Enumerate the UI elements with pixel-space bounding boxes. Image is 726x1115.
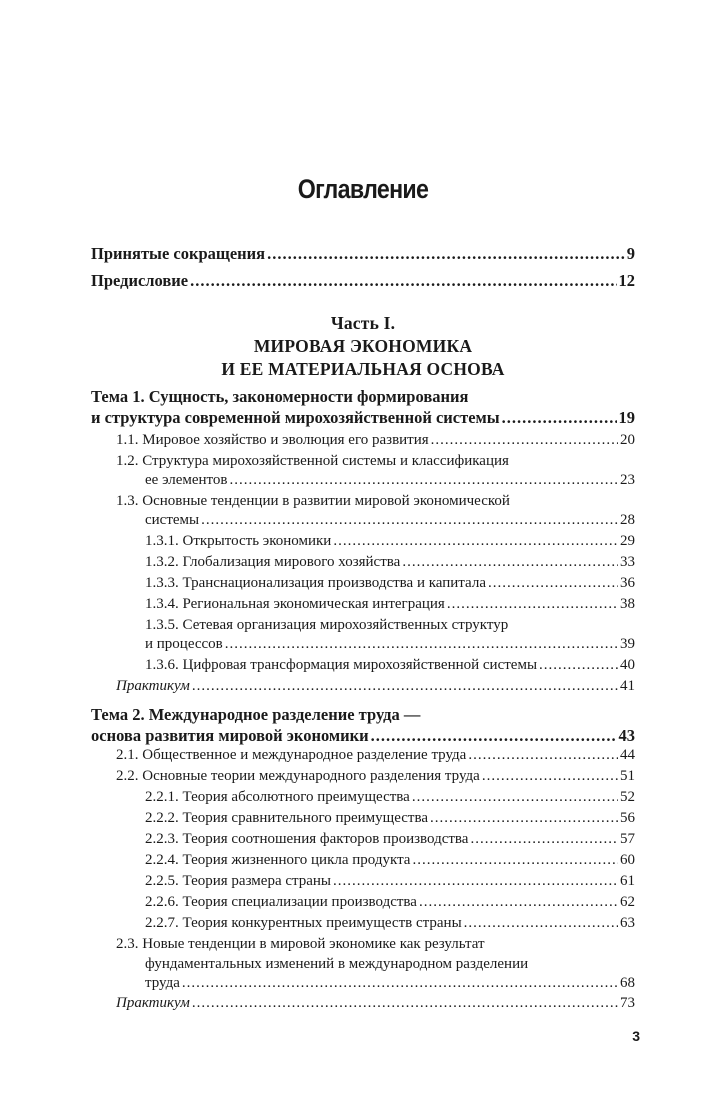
entry-label: 2.2.5. Теория размера страны bbox=[145, 873, 332, 889]
toc-entry-2-2-3[interactable] bbox=[145, 831, 635, 848]
entry-page: 60 bbox=[620, 852, 635, 868]
toc-entry-1-3-6[interactable] bbox=[145, 657, 635, 674]
entry-page: 43 bbox=[618, 726, 635, 745]
entry-label: и процессов bbox=[145, 636, 223, 652]
entry-page: 62 bbox=[620, 894, 635, 910]
toc-entry-abbreviations[interactable] bbox=[91, 244, 635, 264]
toc-entry-1-3-3[interactable] bbox=[145, 575, 635, 592]
entry-page: 61 bbox=[620, 873, 635, 889]
entry-label: 1.3.6. Цифровая трансформация мирохозяйственной системы bbox=[145, 657, 538, 673]
part-title-line1: МИРОВАЯ ЭКОНОМИКА bbox=[253, 336, 473, 356]
entry-label: 2.2. Основные теории международного разделения труда bbox=[116, 768, 480, 784]
leader-dots bbox=[267, 244, 625, 264]
toc-entry-2-2[interactable] bbox=[116, 768, 635, 785]
toc-entry-2-2-7[interactable] bbox=[145, 915, 635, 932]
entry-label: 2.2.6. Теория специализации производства bbox=[145, 894, 417, 910]
entry-label: 1.3.2. Глобализация мирового хозяйства bbox=[145, 554, 401, 570]
toc-entry-1-3-2[interactable] bbox=[145, 554, 635, 571]
entry-label: ее элементов bbox=[145, 472, 228, 488]
entry-page: 68 bbox=[620, 975, 635, 991]
leader-dots bbox=[201, 512, 618, 529]
toc-entry-2-2-6[interactable] bbox=[145, 894, 635, 911]
leader-dots bbox=[468, 747, 618, 764]
toc-entry-1-2[interactable] bbox=[145, 472, 635, 489]
leader-dots bbox=[430, 810, 618, 827]
entry-label: 2.2.4. Теория жизненного цикла продукта bbox=[145, 852, 411, 868]
leader-dots bbox=[333, 873, 618, 890]
entry-page: 41 bbox=[620, 678, 635, 694]
entry-page: 39 bbox=[620, 636, 635, 652]
leader-dots bbox=[419, 894, 618, 911]
toc-entry-2-2-2[interactable] bbox=[145, 810, 635, 827]
leader-dots bbox=[431, 432, 618, 449]
leader-dots bbox=[192, 995, 618, 1012]
entry-page: 20 bbox=[620, 432, 635, 448]
toc-entry-1-3-5-line1[interactable]: 1.3.5. Сетевая организация мирохозяйственных структур bbox=[145, 617, 509, 633]
entry-page: 57 bbox=[620, 831, 635, 847]
toc-entry-practicum-2[interactable] bbox=[116, 995, 635, 1012]
toc-entry-practicum-1[interactable] bbox=[116, 678, 635, 695]
toc-entry-1-3-4[interactable] bbox=[145, 596, 635, 613]
entry-page: 29 bbox=[620, 533, 635, 549]
entry-label: 2.1. Общественное и международное разделение труда bbox=[116, 747, 467, 763]
entry-page: 73 bbox=[620, 995, 635, 1011]
entry-page: 28 bbox=[620, 512, 635, 528]
toc-entry-2-2-1[interactable] bbox=[145, 789, 635, 806]
entry-page: 56 bbox=[620, 810, 635, 826]
entry-page: 63 bbox=[620, 915, 635, 931]
toc-entry-2-3-line1[interactable]: 2.3. Новые тенденции в мировой экономике как результат bbox=[116, 936, 485, 952]
leader-dots bbox=[482, 768, 618, 785]
topic2-title-line1[interactable]: Тема 2. Международное разделение труда — bbox=[91, 705, 421, 724]
leader-dots bbox=[333, 533, 618, 550]
toc-entry-1-3-1[interactable] bbox=[145, 533, 635, 550]
entry-label: Практикум bbox=[116, 995, 190, 1011]
leader-dots bbox=[192, 678, 618, 695]
leader-dots bbox=[412, 852, 618, 869]
leader-dots bbox=[447, 596, 618, 613]
entry-label: 2.2.3. Теория соотношения факторов производства bbox=[145, 831, 469, 847]
toc-entry-topic2[interactable] bbox=[91, 726, 635, 746]
toc-entry-2-3[interactable] bbox=[145, 975, 635, 992]
entry-page: 40 bbox=[620, 657, 635, 673]
entry-page: 36 bbox=[620, 575, 635, 591]
leader-dots bbox=[402, 554, 618, 571]
toc-entry-2-2-5[interactable] bbox=[145, 873, 635, 890]
entry-label: 2.2.7. Теория конкурентных преимуществ страны bbox=[145, 915, 462, 931]
toc-entry-1-1[interactable] bbox=[116, 432, 635, 449]
toc-entry-1-3-line1[interactable]: 1.3. Основные тенденции в развитии мировой экономической bbox=[116, 493, 510, 509]
page-number: 3 bbox=[632, 1028, 640, 1044]
leader-dots bbox=[464, 915, 618, 932]
entry-label: Принятые сокращения bbox=[91, 244, 266, 263]
entry-label: 1.3.1. Открытость экономики bbox=[145, 533, 332, 549]
topic1-title-line1[interactable]: Тема 1. Сущность, закономерности формирования bbox=[91, 387, 469, 406]
toc-entry-2-3-line2[interactable]: фундаментальных изменений в международном разделении bbox=[145, 956, 529, 972]
toc-entry-2-2-4[interactable] bbox=[145, 852, 635, 869]
entry-page: 52 bbox=[620, 789, 635, 805]
entry-label: 1.3.3. Транснационализация производства и капитала bbox=[145, 575, 486, 591]
toc-entry-preface[interactable] bbox=[91, 271, 635, 291]
entry-label: Предисловие bbox=[91, 271, 189, 290]
entry-page: 9 bbox=[626, 244, 635, 263]
leader-dots bbox=[182, 975, 618, 992]
leader-dots bbox=[225, 636, 618, 653]
toc-entry-2-1[interactable] bbox=[116, 747, 635, 764]
entry-label: 1.1. Мировое хозяйство и эволюция его развития bbox=[116, 432, 429, 448]
entry-label: 2.2.2. Теория сравнительного преимущества bbox=[145, 810, 429, 826]
page-title: Оглавление bbox=[297, 174, 429, 204]
toc-entry-topic1[interactable] bbox=[91, 408, 635, 428]
leader-dots bbox=[230, 472, 619, 489]
entry-page: 23 bbox=[620, 472, 635, 488]
toc-entry-1-3[interactable] bbox=[145, 512, 635, 529]
entry-page: 33 bbox=[620, 554, 635, 570]
entry-label: труда bbox=[145, 975, 180, 991]
leader-dots bbox=[412, 789, 618, 806]
leader-dots bbox=[470, 831, 618, 848]
leader-dots bbox=[539, 657, 618, 674]
entry-page: 38 bbox=[620, 596, 635, 612]
part-number: Часть I. bbox=[330, 313, 396, 333]
entry-label: и структура современной мирохозяйственной системы bbox=[91, 408, 500, 427]
part-title-line2: И ЕЕ МАТЕРИАЛЬНАЯ ОСНОВА bbox=[221, 359, 505, 379]
entry-label: 2.2.1. Теория абсолютного преимущества bbox=[145, 789, 410, 805]
leader-dots bbox=[190, 271, 616, 291]
entry-page: 19 bbox=[618, 408, 635, 427]
entry-page: 44 bbox=[620, 747, 635, 763]
entry-label: Практикум bbox=[116, 678, 190, 694]
entry-label: 1.3.4. Региональная экономическая интеграция bbox=[145, 596, 445, 612]
toc-entry-1-2-line1[interactable]: 1.2. Структура мирохозяйственной системы и классификация bbox=[116, 453, 509, 469]
leader-dots bbox=[371, 726, 617, 746]
entry-page: 12 bbox=[618, 271, 635, 290]
entry-label: основа развития мировой экономики bbox=[91, 726, 369, 745]
leader-dots bbox=[488, 575, 618, 592]
leader-dots bbox=[502, 408, 617, 428]
toc-entry-1-3-5[interactable] bbox=[145, 636, 635, 653]
entry-label: системы bbox=[145, 512, 200, 528]
entry-page: 51 bbox=[620, 768, 635, 784]
